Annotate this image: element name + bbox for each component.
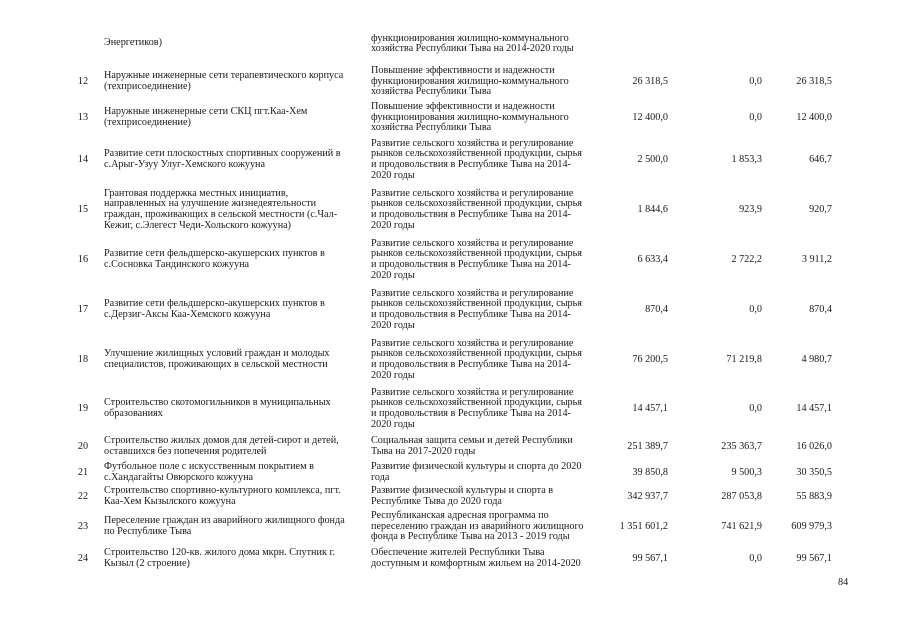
federal-amount: 9 500,3: [731, 466, 762, 478]
program-name: [371, 511, 599, 543]
regional-amount: 3 911,2: [801, 253, 832, 265]
text-line: рынков сельскохозяйственной продукции, сырья: [371, 148, 582, 160]
text-line: и продовольствия в Республике Тыва на 2014-: [371, 358, 571, 370]
text-line: по Республике Тыва: [104, 525, 192, 537]
text-line: специалистов, проживающих в сельской местности: [104, 358, 328, 370]
text-line: фонда в Республике Тыва на 2013 - 2019 годы: [371, 531, 570, 543]
federal-amount: 287 053,8: [721, 490, 762, 502]
object-name: [104, 548, 362, 569]
text-line: хозяйства Республики Тыва: [371, 86, 492, 98]
object-name: [104, 398, 362, 419]
text-line: 2020 годы: [371, 269, 415, 281]
text-line: Строительство спортивно-культурного комплекса, пгт.: [104, 485, 341, 497]
text-line: Развитие сельского хозяйства и регулирование: [371, 237, 574, 249]
total-amount: 76 200,5: [632, 353, 668, 365]
federal-amount: 235 363,7: [721, 440, 762, 452]
federal-amount: 0,0: [749, 303, 762, 315]
text-line: рынков сельскохозяйственной продукции, сырья: [371, 348, 582, 360]
text-line: доступным и комфортным жильем на 2014-2020: [371, 557, 581, 569]
total-amount: 1 844,6: [637, 203, 668, 215]
row-number: 19: [77, 402, 89, 414]
text-line: рынков сельскохозяйственной продукции, сырья: [371, 298, 582, 310]
text-line: Наружные инженерные сети терапевтического корпуса: [104, 70, 344, 82]
text-line: Развитие сельского хозяйства и регулирование: [371, 287, 574, 299]
text-line: Грантовая поддержка местных инициатив,: [104, 187, 289, 199]
federal-amount: 0,0: [749, 552, 762, 564]
text-line: с.Сосновка Тандинского кожууна: [104, 258, 250, 270]
object-name: [104, 299, 362, 320]
text-line: Каа-Хем Кызылского кожууна: [104, 495, 236, 507]
text-line: 2020 годы: [371, 369, 415, 381]
text-line: рынков сельскохозяйственной продукции, сырья: [371, 397, 582, 409]
program-name: [371, 34, 599, 55]
text-line: Строительство жилых домов для детей-сирот и детей,: [104, 435, 339, 447]
program-name: [371, 436, 599, 457]
total-amount: 251 389,7: [627, 440, 668, 452]
total-amount: 39 850,8: [632, 466, 668, 478]
text-line: оставшихся без попечения родителей: [104, 445, 267, 457]
text-line: Развитие сети плоскостных спортивных сооружений в: [104, 148, 341, 160]
row-number: 16: [77, 253, 89, 265]
text-line: Кежиг, с.Элегест Чеди-Хольского кожууна): [104, 219, 292, 231]
text-line: функционирования жилищно-коммунального: [371, 111, 569, 123]
program-name: [371, 339, 599, 381]
regional-amount: 26 318,5: [796, 75, 832, 87]
total-amount: 12 400,0: [632, 111, 668, 123]
program-name: [371, 486, 599, 507]
program-name: [371, 189, 599, 231]
program-name: [371, 289, 599, 331]
program-name: [371, 388, 599, 430]
text-line: (техприсоединение): [104, 80, 191, 92]
row-number: 22: [77, 490, 89, 502]
text-line: Развитие физической культуры и спорта до 2020: [371, 461, 582, 473]
regional-amount: 16 026,0: [796, 440, 832, 452]
object-name: [104, 189, 362, 231]
text-line: Повышение эффективности и надежности: [371, 101, 555, 113]
object-name: [104, 71, 362, 92]
text-line: хозяйства Республики Тыва на 2014-2020 годы: [371, 43, 574, 55]
federal-amount: 71 219,8: [726, 353, 762, 365]
regional-amount: 30 350,5: [796, 466, 832, 478]
row-number: 17: [77, 303, 89, 315]
text-line: и продовольствия в Республике Тыва на 2014-: [371, 308, 571, 320]
text-line: и продовольствия в Республике Тыва на 2014-: [371, 208, 571, 220]
text-line: Развитие сети фельдшерско-акушерских пунктов в: [104, 248, 325, 260]
program-name: [371, 239, 599, 281]
program-name: [371, 139, 599, 181]
object-name: [104, 436, 362, 457]
program-name: [371, 102, 599, 134]
text-line: и продовольствия в Республике Тыва на 2014-: [371, 407, 571, 419]
text-line: года: [371, 471, 390, 483]
text-line: и продовольствия в Республике Тыва на 2014-: [371, 158, 571, 170]
regional-amount: 99 567,1: [796, 552, 832, 564]
total-amount: 14 457,1: [632, 402, 668, 414]
text-line: Развитие сельского хозяйства и регулирование: [371, 386, 574, 398]
text-line: Кызыл (2 строение): [104, 557, 190, 569]
row-number: 20: [77, 440, 89, 452]
text-line: Наружные инженерные сети СКЦ пгт.Каа-Хем: [104, 106, 308, 118]
program-name: [371, 462, 599, 483]
row-number: 24: [77, 552, 89, 564]
text-line: Развитие физической культуры и спорта в: [371, 485, 554, 497]
federal-amount: 0,0: [749, 111, 762, 123]
object-name: [104, 149, 362, 170]
text-line: рынков сельскохозяйственной продукции, сырья: [371, 198, 582, 210]
text-line: (техприсоединение): [104, 116, 191, 128]
total-amount: 2 500,0: [637, 153, 668, 165]
regional-amount: 14 457,1: [796, 402, 832, 414]
row-number: 14: [77, 153, 89, 165]
text-line: функционирования жилищно-коммунального: [371, 32, 569, 44]
program-name: [371, 66, 599, 98]
total-amount: 342 937,7: [627, 490, 668, 502]
program-name: [371, 548, 599, 569]
total-amount: 6 633,4: [637, 253, 668, 265]
total-amount: 26 318,5: [632, 75, 668, 87]
regional-amount: 55 883,9: [796, 490, 832, 502]
object-name: [104, 107, 362, 128]
text-line: Развитие сельского хозяйства и регулирование: [371, 187, 574, 199]
text-line: Республике Тыва до 2020 года: [371, 495, 502, 507]
federal-amount: 0,0: [749, 402, 762, 414]
row-number: 18: [77, 353, 89, 365]
regional-amount: 609 979,3: [791, 520, 832, 532]
text-line: Социальная защита семьи и детей Республики: [371, 435, 573, 447]
row-number: 23: [77, 520, 89, 532]
federal-amount: 2 722,2: [731, 253, 762, 265]
total-amount: 99 567,1: [632, 552, 668, 564]
text-line: Развитие сельского хозяйства и регулирование: [371, 337, 574, 349]
federal-amount: 923,9: [739, 203, 762, 215]
text-line: Тыва на 2017-2020 годы: [371, 445, 476, 457]
text-line: Строительство 120-кв. жилого дома мкрн. Спутник г.: [104, 547, 336, 559]
text-line: Развитие сельского хозяйства и регулирование: [371, 137, 574, 149]
text-line: Футбольное поле с искусственным покрытием в: [104, 461, 314, 473]
text-line: направленных на улучшение жизнедеятельности: [104, 198, 317, 210]
row-number: 21: [77, 466, 89, 478]
regional-amount: 870,4: [809, 303, 832, 315]
text-line: 2020 годы: [371, 219, 415, 231]
text-line: граждан, проживающих в сельской местности (с.Чал-: [104, 208, 338, 220]
text-line: Энергетиков): [104, 37, 162, 48]
federal-amount: 1 853,3: [731, 153, 762, 165]
text-line: Улучшение жилищных условий граждан и молодых: [104, 348, 330, 360]
total-amount: 870,4: [645, 303, 668, 315]
federal-amount: 741 621,9: [721, 520, 762, 532]
object-name: [104, 38, 362, 49]
object-name: [104, 249, 362, 270]
text-line: Строительство скотомогильников в муниципальных: [104, 397, 331, 409]
text-line: Переселение граждан из аварийного жилищного фонда: [104, 515, 345, 527]
text-line: Повышение эффективности и надежности: [371, 65, 555, 77]
regional-amount: 12 400,0: [796, 111, 832, 123]
text-line: Республиканская адресная программа по: [371, 510, 549, 522]
text-line: функционирования жилищно-коммунального: [371, 75, 569, 87]
object-name: [104, 486, 362, 507]
page-number: 84: [838, 577, 849, 588]
text-line: с.Арыг-Узуу Улуг-Хемского кожууна: [104, 158, 266, 170]
text-line: Развитие сети фельдшерско-акушерских пунктов в: [104, 298, 325, 310]
regional-amount: 920,7: [809, 203, 832, 215]
object-name: [104, 516, 362, 537]
text-line: 2020 годы: [371, 169, 415, 181]
text-line: 2020 годы: [371, 319, 415, 331]
object-name: [104, 462, 362, 483]
federal-amount: 0,0: [749, 75, 762, 87]
regional-amount: 4 980,7: [801, 353, 832, 365]
regional-amount: 646,7: [809, 153, 832, 165]
text-line: переселению граждан из аварийного жилищного: [371, 520, 584, 532]
text-line: рынков сельскохозяйственной продукции, сырья: [371, 248, 582, 260]
text-line: и продовольствия в Республике Тыва на 2014-: [371, 258, 571, 270]
text-line: Обеспечение жителей Республики Тыва: [371, 547, 545, 559]
row-number: 15: [77, 203, 89, 215]
text-line: хозяйства Республики Тыва: [371, 122, 492, 134]
text-line: с.Дерзиг-Аксы Каа-Хемского кожууна: [104, 308, 271, 320]
text-line: 2020 годы: [371, 418, 415, 430]
row-number: 13: [77, 111, 89, 123]
text-line: с.Хандагайты Овюрского кожууна: [104, 471, 254, 483]
object-name: [104, 349, 362, 370]
total-amount: 1 351 601,2: [619, 520, 668, 532]
row-number: 12: [77, 75, 89, 87]
text-line: образованиях: [104, 407, 163, 419]
